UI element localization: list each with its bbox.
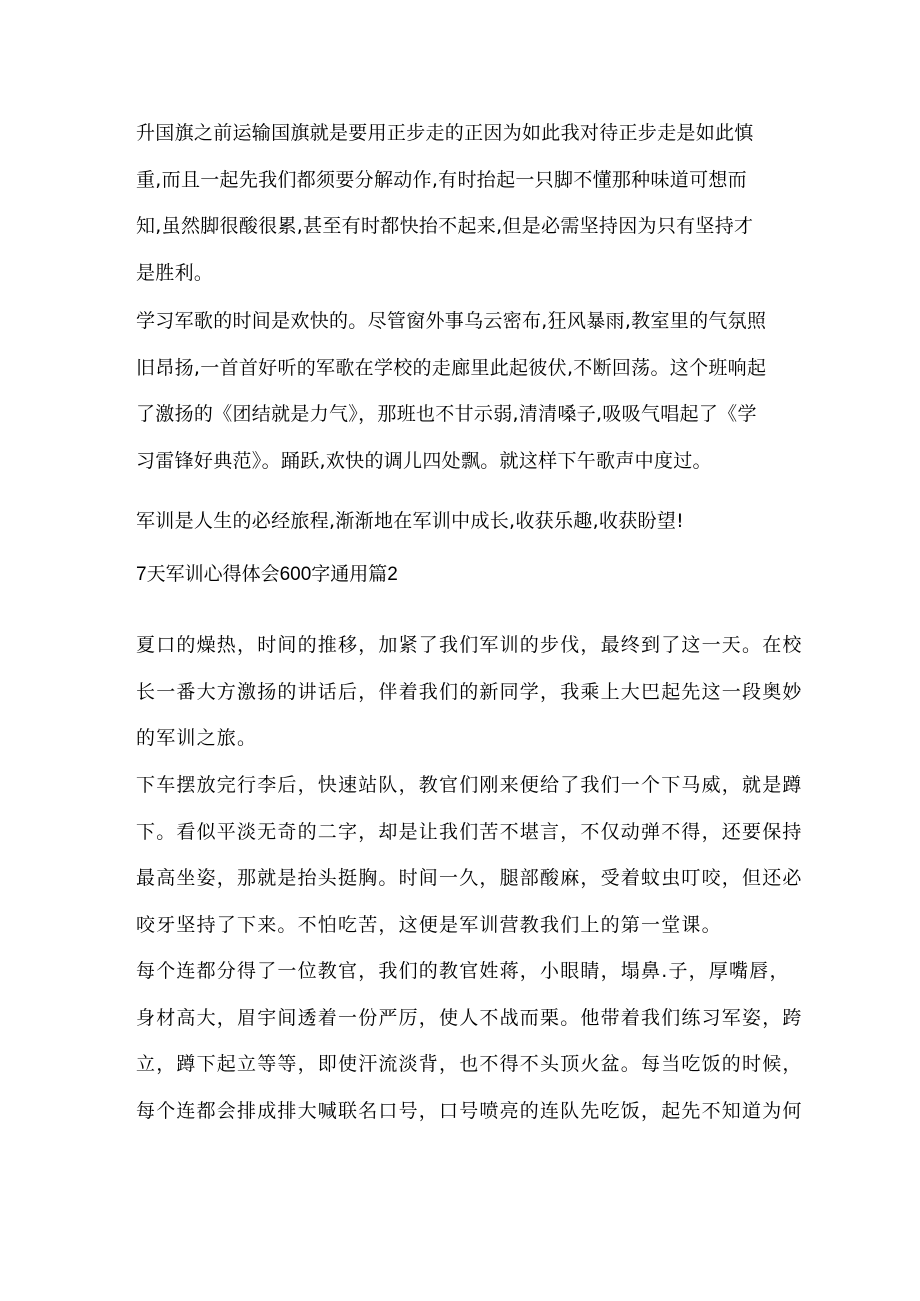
section-heading: 7天军训心得体会600字通用篇2 [136,564,398,585]
text-line: 升国旗之前运输国旗就是要用正步走的正因为如此我对待正步走是如此慎 [136,122,754,144]
text-line: 学习军歌的时间是欢快的。尽管窗外事乌云密布,狂风暴雨,教室里的气氛照 [136,310,767,332]
paragraph-conclusion [136,498,786,545]
text-line: 最高坐姿，那就是抬头挺胸。时间一久，腿部酸麻，受着蚊虫叮咬，但还必 [136,867,803,890]
text-line: 立，蹲下起立等等，即使汗流淡背，也不得不头顶火盆。每当吃饭的时候， [136,1053,803,1076]
paragraph-summer-heat [136,622,803,762]
text-line: 是胜利。 [136,261,214,284]
text-line: 长一番大方激扬的讲话后，伴着我们的新同学，我乘上大巴起先这一段奥妙 [136,680,803,703]
text-line: 旧昂扬,一首首好听的军歌在学校的走廊里此起彼伏,不断回荡。这个班响起 [136,356,767,379]
text-line: 知,虽然脚很酸很累,甚至有时都快抬不起来,但是必需坚持因为只有坚持才 [136,215,754,238]
text-line: 下车摆放完行李后，快速站队，教官们刚来便给了我们一个下马威，就是蹲 [136,774,803,796]
text-line: 了激扬的《团结就是力气》，那班也不甘示弱,清清嗓子,吸吸气唱起了《学 [136,403,757,426]
text-line: 每个连都分得了一位教官，我们的教官姓蒋，小眼睛，塌鼻.子，厚嘴唇， [136,960,790,982]
text-line: 每个连都会排成排大喊联名口号，口号喷亮的连队先吃饭，起先不知道为何 [136,1099,803,1122]
text-line: 下。看似平淡无奇的二字，却是让我们苦不堪言，不仅动弹不得，还要保持 [136,820,803,843]
text-line: 军训是人生的必经旅程,渐渐地在军训中成长,收获乐趣,收获盼望! [136,510,685,532]
text-line: 身材高大，眉宇间透着一份严厉，使人不战而栗。他带着我们练习军姿，跨 [136,1006,803,1029]
paragraph-squatting [136,762,803,948]
paragraph-instructor [136,948,803,1134]
paragraph-army-songs [136,298,786,484]
text-line: 夏口的燥热，时间的推移，加紧了我们军训的步伐，最终到了这一天。在校 [136,634,803,656]
text-line: 的军训之旅。 [136,727,258,750]
text-line: 重,而且一起先我们都须要分解动作,有时抬起一只脚不懂那种味道可想而 [136,168,747,191]
paragraph-marching [136,110,786,296]
text-line: 习雷锋好典范》。踊跃,欢快的调儿四处飘。就这样下午歌声中度过。 [136,449,712,472]
text-line: 咬牙坚持了下来。不怕吃苦，这便是军训营教我们上的第一堂课。 [136,913,722,936]
